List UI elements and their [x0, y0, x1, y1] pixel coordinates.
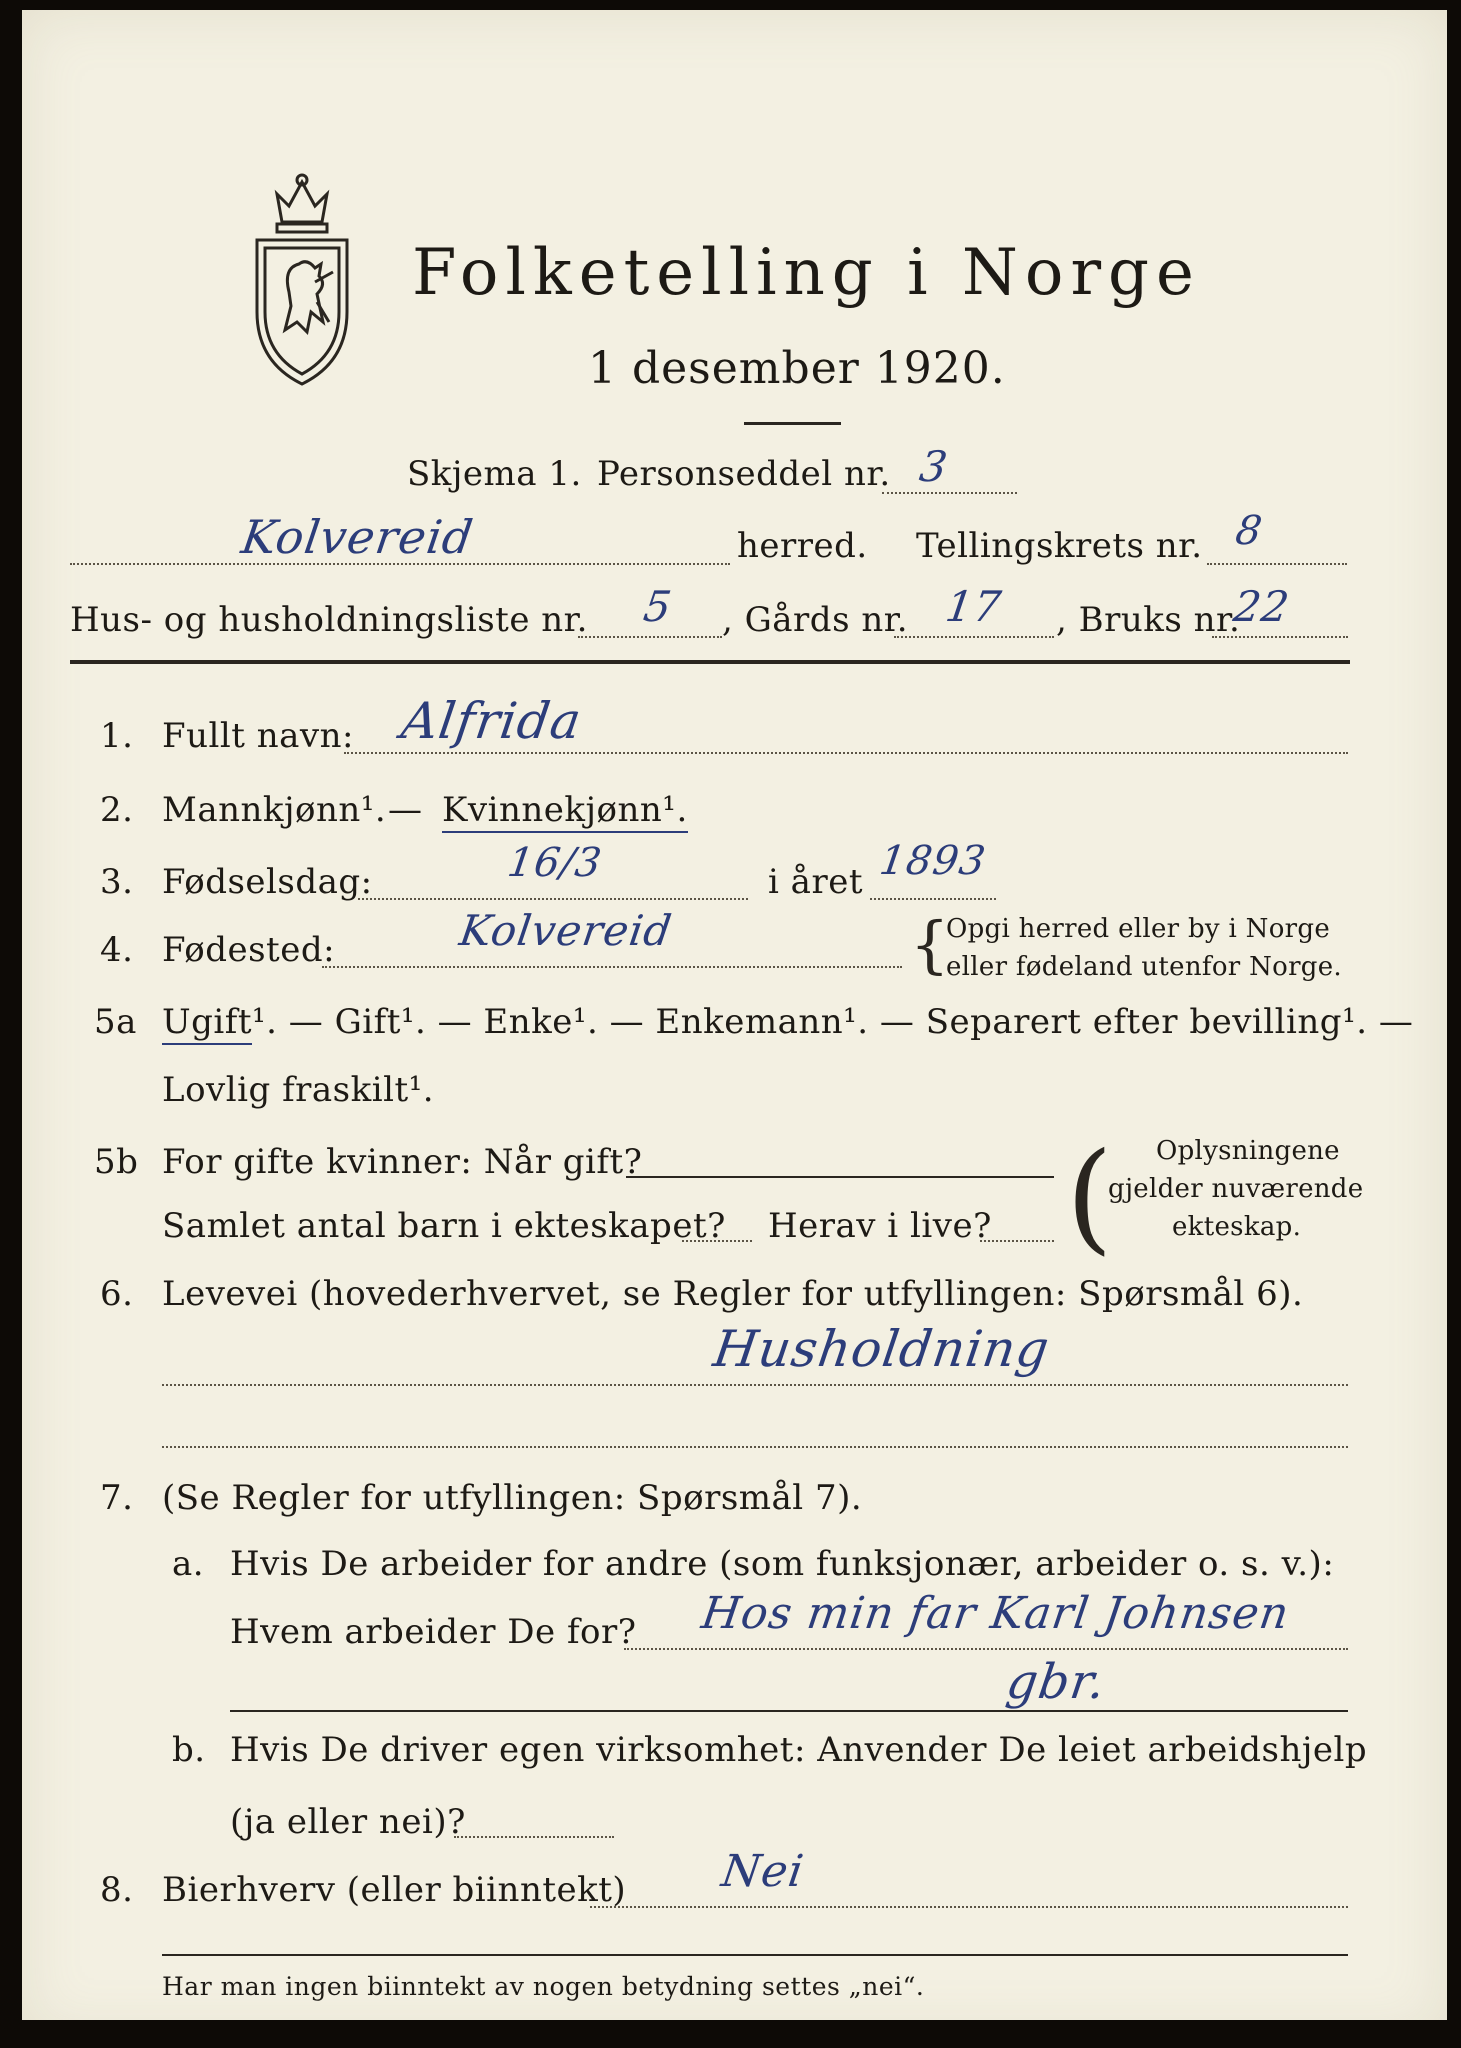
q5b-children-line: [682, 1240, 752, 1242]
q5b-children-label: Samlet antal barn i ekteskapet?: [162, 1206, 726, 1246]
q3-year-value[interactable]: 1893: [876, 838, 990, 884]
q7a-line1: Hvis De arbeider for andre (som funksjonær, arbeider o. s. v.):: [230, 1544, 1335, 1584]
q3-year-line: [870, 898, 996, 900]
q7-label: (Se Regler for utfyllingen: Spørsmål 7).: [162, 1478, 863, 1518]
q5b-note1: Oplysningene: [1156, 1136, 1340, 1166]
q3-label: Fødselsdag:: [162, 862, 373, 902]
q7b-letter: b.: [172, 1730, 206, 1770]
footer-rule: [162, 1954, 1348, 1956]
tellingskrets-line: [1207, 563, 1347, 565]
bruks-label: , Bruks nr.: [1056, 600, 1241, 640]
q6-label: Levevei (hovederhvervet, se Regler for utfyllingen: Spørsmål 6).: [162, 1274, 1304, 1314]
q5a-options[interactable]: [162, 1002, 1413, 1042]
q7a-employer-value2[interactable]: gbr.: [1003, 1654, 1110, 1710]
husliste-line: [578, 636, 722, 638]
q5b-when-line: [626, 1176, 1054, 1178]
q1-line: [344, 752, 1348, 754]
q4-label: Fødested:: [162, 930, 336, 970]
q5a-number: 5a: [94, 1002, 137, 1042]
q3-birthdate-value[interactable]: 16/3: [504, 840, 606, 886]
q4-note-line2: eller fødeland utenfor Norge.: [946, 952, 1342, 982]
q5b-alive-line: [980, 1240, 1054, 1242]
schema-label: Skjema 1.: [407, 454, 582, 494]
q1-label: Fullt navn:: [162, 716, 354, 756]
q6-line1: [162, 1384, 1348, 1386]
q4-line: [322, 966, 902, 968]
q8-side-income-value[interactable]: Nei: [718, 1846, 808, 1897]
q7b-line2: (ja eller nei)?: [230, 1802, 466, 1842]
q2-dash: —: [388, 790, 423, 830]
title-divider: [744, 422, 841, 425]
q5a-other-options[interactable]: ¹. — Gift¹. — Enke¹. — Enkemann¹. — Separert efter bevilling¹. —: [252, 1002, 1414, 1042]
q5b-note2: gjelder nuværende: [1108, 1174, 1364, 1204]
q1-number: 1.: [100, 716, 134, 756]
q7b-line1: Hvis De driver egen virksomhet: Anvender De leiet arbeidshjelp: [230, 1730, 1368, 1770]
q4-note-line1: Opgi herred eller by i Norge: [946, 914, 1331, 944]
q1-full-name-value[interactable]: Alfrida: [397, 692, 586, 750]
bruks-line: [1212, 636, 1348, 638]
q8-label: Bierhverv (eller biinntekt): [162, 1870, 627, 1910]
scan-bottom-edge: [0, 2020, 1461, 2048]
personseddel-value[interactable]: 3: [916, 442, 952, 491]
husliste-label: Hus- og husholdningsliste nr.: [70, 600, 588, 640]
q2-female-option[interactable]: Kvinnekjønn¹.: [442, 790, 688, 833]
q3-date-line: [358, 898, 748, 900]
q4-birthplace-value[interactable]: Kolvereid: [456, 906, 676, 955]
q7a-line: [624, 1648, 1348, 1650]
q5b-number: 5b: [94, 1142, 139, 1182]
q7a-letter: a.: [172, 1544, 205, 1584]
q6-line2: [162, 1446, 1348, 1448]
header-rule: [70, 660, 1350, 664]
q6-number: 6.: [100, 1274, 134, 1314]
q2-male-option[interactable]: Mannkjønn¹.: [162, 790, 387, 830]
q5a-line2[interactable]: Lovlig fraskilt¹.: [162, 1070, 435, 1110]
census-form-paper: [22, 10, 1447, 2038]
footer-note: Har man ingen biinntekt av nogen betydning settes „nei“.: [162, 1972, 925, 2001]
gaards-label: , Gårds nr.: [722, 600, 909, 640]
q3-year-label: i året: [768, 862, 863, 902]
q4-note-brace: {: [910, 908, 950, 981]
form-title: Folketelling i Norge: [412, 236, 1201, 310]
herred-value[interactable]: Kolvereid: [238, 510, 477, 564]
tellingskrets-value[interactable]: 8: [1232, 508, 1266, 554]
husliste-value[interactable]: 5: [640, 582, 676, 631]
q6-occupation-value[interactable]: Husholdning: [709, 1320, 1054, 1378]
norwegian-coat-of-arms-icon: [237, 172, 367, 390]
q8-line: [590, 1906, 1348, 1908]
q5a-ugift-option[interactable]: Ugift: [162, 1002, 252, 1045]
tellingskrets-label: Tellingskrets nr.: [916, 526, 1203, 566]
q7a-line2-rule: [230, 1710, 1348, 1712]
personseddel-label: Personseddel nr.: [597, 454, 891, 494]
q7b-line: [454, 1836, 614, 1838]
q8-number: 8.: [100, 1870, 134, 1910]
gaards-line: [894, 636, 1054, 638]
q4-number: 4.: [100, 930, 134, 970]
q5b-line1: For gifte kvinner: Når gift?: [162, 1142, 643, 1182]
q5b-alive-label: Herav i live?: [768, 1206, 992, 1246]
q5b-note-brace: (: [1066, 1128, 1113, 1267]
census-date: 1 desember 1920.: [588, 343, 1006, 394]
herred-label: herred.: [737, 526, 868, 566]
gaards-value[interactable]: 17: [942, 582, 1005, 631]
q7a-employer-value[interactable]: Hos min far Karl Johnsen: [698, 1588, 1293, 1639]
q7-number: 7.: [100, 1478, 134, 1518]
q5b-note3: ekteskap.: [1172, 1212, 1302, 1242]
bruks-value[interactable]: 22: [1230, 582, 1293, 631]
personseddel-line: [882, 492, 1017, 494]
q2-number: 2.: [100, 790, 134, 830]
q7a-line2: Hvem arbeider De for?: [230, 1612, 637, 1652]
q3-number: 3.: [100, 862, 134, 902]
